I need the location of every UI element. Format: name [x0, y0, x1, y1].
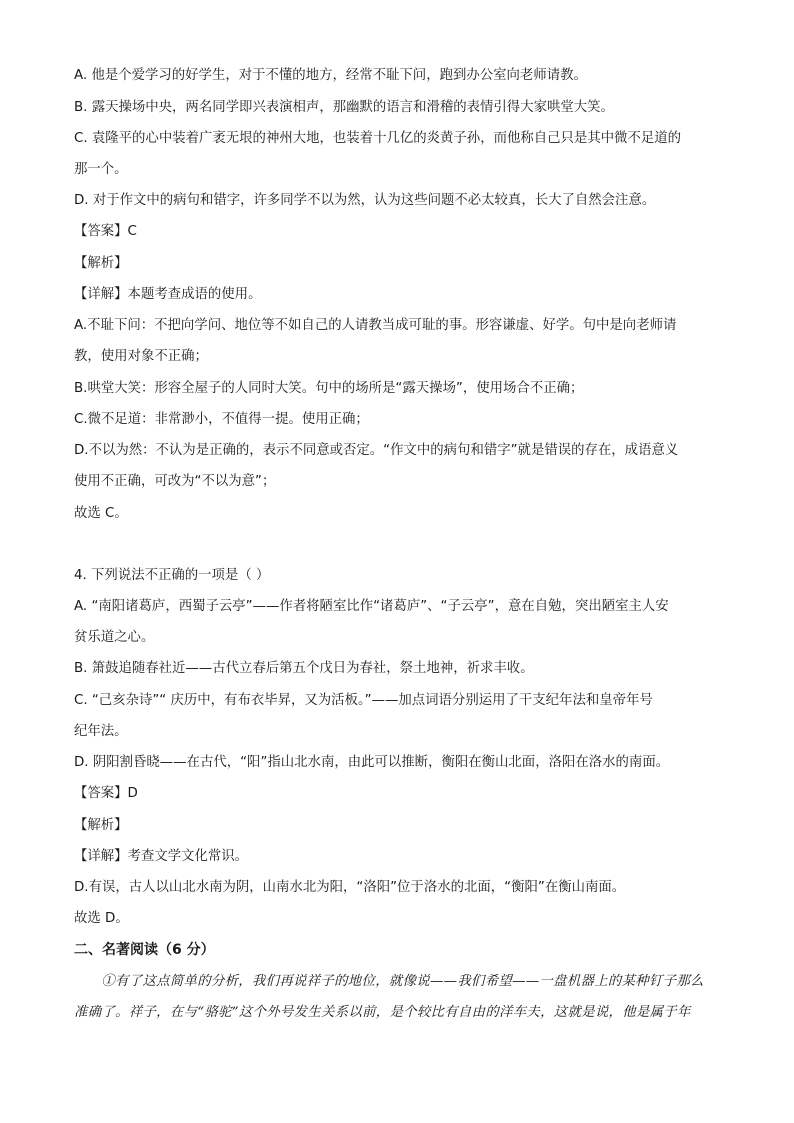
q4-option-a-cont: 贫乐道之心。 [74, 630, 155, 645]
q3-answer: 【答案】C [74, 224, 137, 239]
q3-option-c: C. 袁隆平的心中装着广袤无垠的神州大地，也装着十几亿的炎黄子孙，而他称自己只是其中微不足道的 [74, 131, 682, 146]
q3-detail-line: 【详解】本题考查成语的使用。 [74, 287, 262, 302]
q3-detail-line: A.不耻下问：不把向学问、地位等不如自己的人请教当成可耻的事。形容谦虚、好学。句中是向老师请 [74, 318, 677, 333]
q4-stem: 4. 下列说法不正确的一项是（ ） [74, 568, 270, 583]
q3-option-b: B. 露天操场中央，两名同学即兴表演相声，那幽默的语言和滑稽的表情引得大家哄堂大笑。 [74, 100, 614, 115]
q3-option-d: D. 对于作文中的病句和错字，许多同学不以为然，认为这些问题不必太较真，长大了自然会注意。 [74, 193, 656, 208]
q4-answer: 【答案】D [74, 786, 138, 801]
q4-detail-line: 【详解】考查文学文化常识。 [74, 849, 249, 864]
q3-conclusion: 故选 C。 [74, 506, 128, 521]
q3-detail-line: 教，使用对象不正确； [74, 349, 208, 364]
q4-option-a: A. “南阳诸葛庐，西蜀子云亭”——作者将陋室比作“诸葛庐”、“子云亭”，意在自勉，突出陋室主人安 [74, 599, 669, 614]
section-title: 二、名著阅读（6 分） [74, 942, 215, 958]
q3-detail-line: D.不以为然：不认为是正确的，表示不同意或否定。“作文中的病句和错字”就是错误的存在，成语意义 [74, 443, 679, 458]
q4-analysis-label: 【解析】 [74, 818, 128, 833]
q4-option-c-cont: 纪年法。 [74, 724, 128, 739]
q3-option-a: A. 他是个爱学习的好学生，对于不懂的地方，经常不耻下问，跑到办公室向老师请教。 [74, 68, 587, 83]
q3-detail-line: 使用不正确，可改为“不以为意”； [74, 474, 276, 489]
q3-option-c-cont: 那一个。 [74, 162, 128, 177]
q4-option-d: D. 阴阳割昏晓——在古代，“阳”指山北水南，由此可以推断，衡阳在衡山北面，洛阳在洛水的南面。 [74, 755, 670, 770]
reading-paragraph-line: ①有了这点简单的分析，我们再说祥子的地位，就像说——我们希望——一盘机器上的某种钉子那么 [74, 974, 704, 989]
q4-option-b: B. 箫鼓追随春社近——古代立春后第五个戊日为春社，祭土地神，祈求丰收。 [74, 661, 534, 676]
q4-detail-line: D.有误，古人以山北水南为阴，山南水北为阳，“洛阳”位于洛水的北面，“衡阳”在衡山南面。 [74, 880, 626, 895]
q3-detail-line: C.微不足道：非常渺小，不值得一提。使用正确； [74, 412, 369, 427]
q4-conclusion: 故选 D。 [74, 911, 129, 926]
reading-paragraph-line: 准确了。祥子，在与“骆驼”这个外号发生关系以前，是个较比有自由的洋车夫，这就是说，他是属于年 [74, 1005, 691, 1020]
q4-option-c: C. “己亥杂诗”“ 庆历中，有布衣毕昇，又为活板。”——加点词语分别运用了干支纪年法和皇帝年号 [74, 693, 653, 708]
q3-detail-line: B.哄堂大笑：形容全屋子的人同时大笑。句中的场所是“露天操场”，使用场合不正确； [74, 381, 584, 396]
q3-analysis-label: 【解析】 [74, 256, 128, 271]
